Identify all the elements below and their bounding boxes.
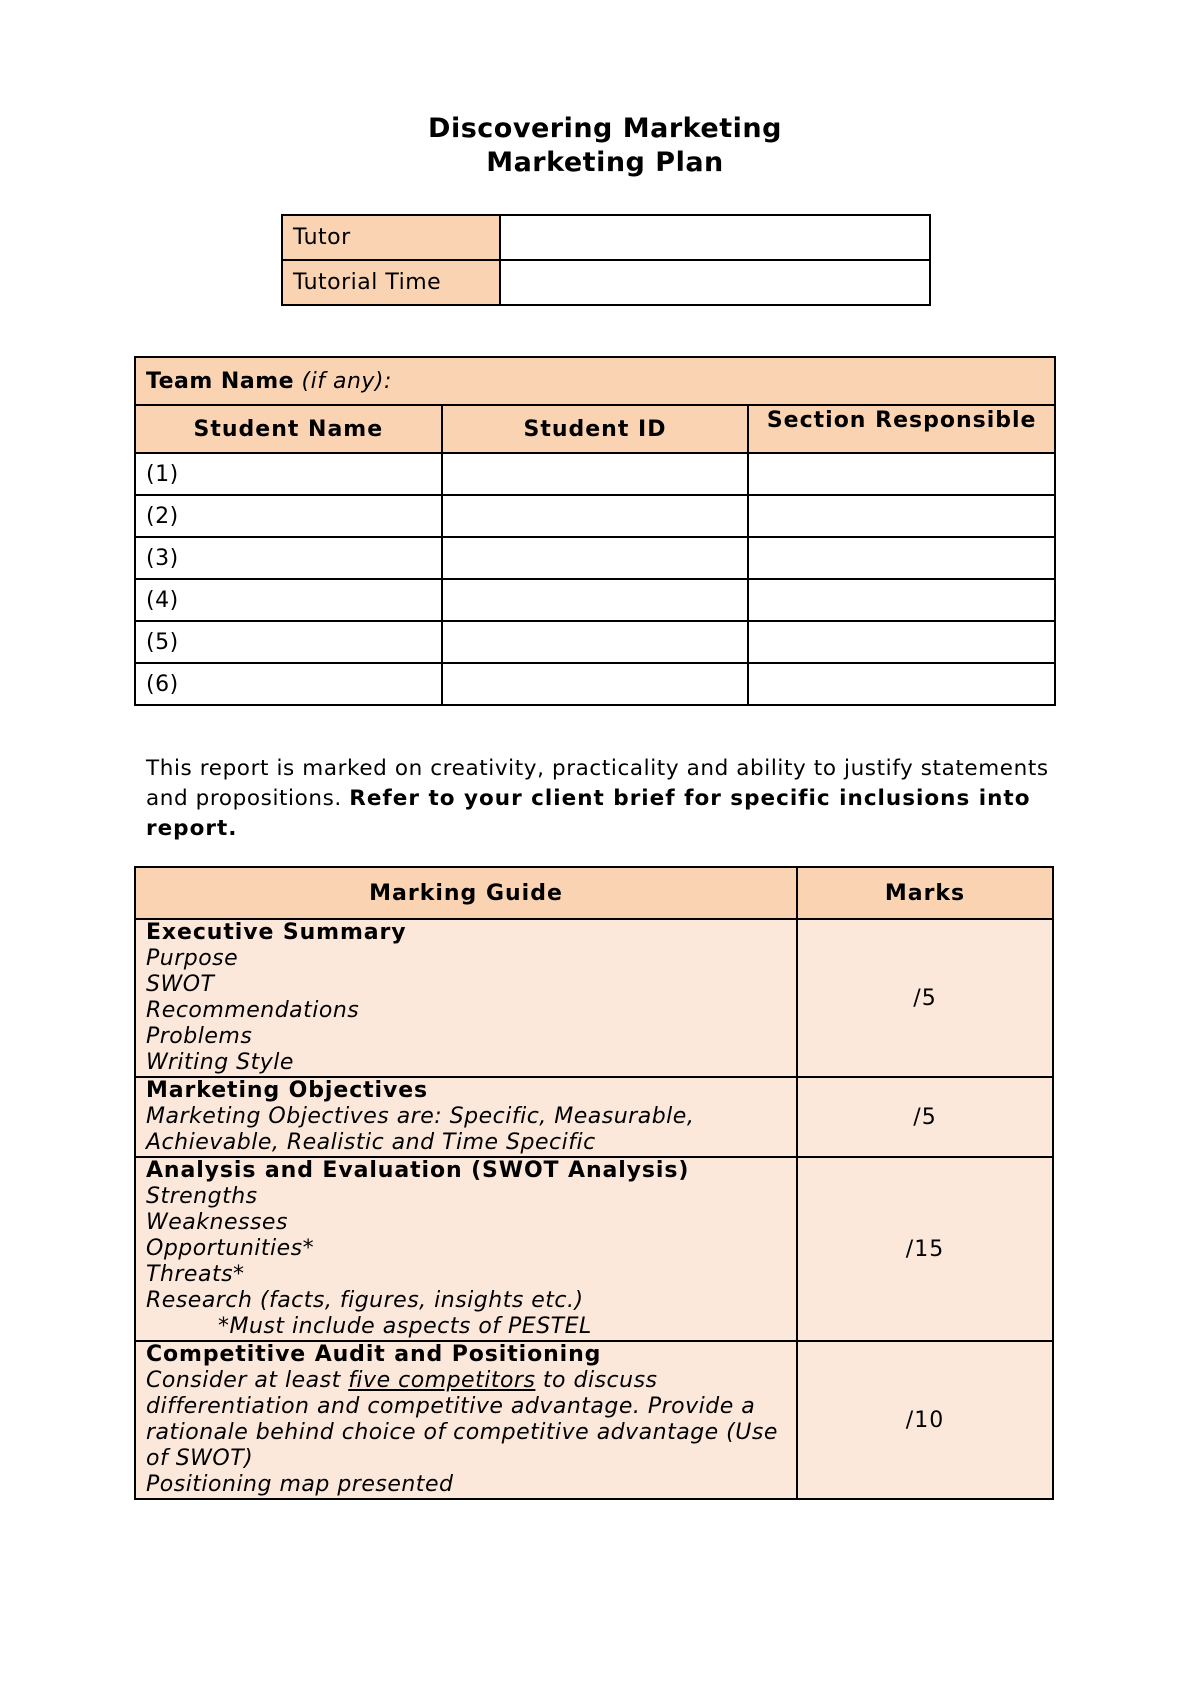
table-row (135, 537, 1055, 579)
student-id-cell[interactable] (442, 537, 749, 579)
intro-text: This report is marked on creativity, practicality and ability to justify statements and propositions. (146, 756, 1049, 811)
tutor-field[interactable] (500, 215, 930, 260)
marking-header-row (135, 867, 1053, 919)
tutorial-time-label: Tutorial Time (282, 260, 500, 305)
criterion-row (135, 1157, 1053, 1341)
section-cell[interactable] (748, 663, 1055, 705)
criterion-row (135, 1077, 1053, 1157)
student-id-cell[interactable] (442, 663, 749, 705)
criterion-line: rationale behind choice of competitive advantage (Use (146, 1420, 778, 1445)
criterion-description (135, 1157, 797, 1341)
intro-paragraph (146, 754, 1056, 844)
student-id-cell[interactable] (442, 621, 749, 663)
criterion-line: Marketing Objectives are: Specific, Measurable, (146, 1104, 695, 1129)
student-id-cell[interactable] (442, 495, 749, 537)
team-name-label: Team Name (146, 368, 295, 394)
header-marking-guide: Marking Guide (135, 867, 797, 919)
criterion-line: Threats* (146, 1262, 245, 1287)
section-cell[interactable] (748, 621, 1055, 663)
criterion-line: of SWOT) (146, 1446, 254, 1471)
criterion-row (135, 919, 1053, 1077)
tutorial-time-row (282, 260, 930, 305)
student-id-cell[interactable] (442, 453, 749, 495)
criterion-marks[interactable]: /5 (797, 1077, 1053, 1157)
table-row (135, 579, 1055, 621)
team-table (134, 356, 1056, 706)
table-row (135, 495, 1055, 537)
title-line-1: Discovering Marketing (428, 113, 782, 144)
criterion-marks[interactable]: /10 (797, 1341, 1053, 1499)
criterion-line: Problems (146, 1024, 253, 1049)
criterion-line: Strengths (146, 1184, 258, 1209)
tutor-label: Tutor (282, 215, 500, 260)
criterion-line: Writing Style (146, 1050, 294, 1075)
criterion-marks[interactable]: /15 (797, 1157, 1053, 1341)
section-cell[interactable] (748, 453, 1055, 495)
tutor-table (281, 214, 931, 306)
criterion-title: Analysis and Evaluation (SWOT Analysis) (146, 1158, 690, 1183)
student-name-cell[interactable]: (5) (135, 621, 442, 663)
team-name-field[interactable] (135, 357, 1055, 405)
team-header-row (135, 405, 1055, 453)
criterion-description (135, 919, 797, 1077)
student-name-cell[interactable]: (2) (135, 495, 442, 537)
tutorial-time-field[interactable] (500, 260, 930, 305)
student-id-cell[interactable] (442, 579, 749, 621)
student-name-cell[interactable]: (4) (135, 579, 442, 621)
tutor-row (282, 215, 930, 260)
team-name-hint: (if any): (301, 368, 392, 394)
student-name-cell[interactable]: (3) (135, 537, 442, 579)
criterion-line (146, 1368, 786, 1394)
criterion-marks[interactable]: /5 (797, 919, 1053, 1077)
criterion-line-post: to discuss (535, 1368, 658, 1393)
table-row (135, 663, 1055, 705)
table-row (135, 453, 1055, 495)
criterion-title: Competitive Audit and Positioning (146, 1342, 602, 1367)
criterion-title: Executive Summary (146, 920, 407, 945)
criterion-line: Recommendations (146, 998, 360, 1023)
criterion-line-pre: Consider at least (146, 1368, 349, 1393)
criterion-line: Weaknesses (146, 1210, 288, 1235)
criterion-description (135, 1341, 797, 1499)
marking-table (134, 866, 1054, 1500)
title-line-2: Marketing Plan (486, 147, 724, 178)
criterion-row (135, 1341, 1053, 1499)
criterion-line: Purpose (146, 946, 239, 971)
criterion-line: differentiation and competitive advantage. Provide a (146, 1394, 756, 1419)
header-section-responsible: Section Responsible (748, 405, 1055, 453)
criterion-line-underline: five competitors (348, 1368, 536, 1393)
header-student-id: Student ID (442, 405, 749, 453)
header-marks: Marks (797, 867, 1053, 919)
criterion-line: *Must include aspects of PESTEL (218, 1314, 592, 1339)
student-name-cell[interactable]: (6) (135, 663, 442, 705)
criterion-line: Research (facts, figures, insights etc.) (146, 1288, 584, 1313)
intro-bold-text: Refer to your client brief for specific inclusions into report. (146, 786, 1031, 841)
section-cell[interactable] (748, 495, 1055, 537)
criterion-title: Marketing Objectives (146, 1078, 429, 1103)
table-row (135, 621, 1055, 663)
section-cell[interactable] (748, 579, 1055, 621)
criterion-line: Achievable, Realistic and Time Specific (146, 1130, 596, 1155)
criterion-line: Positioning map presented (146, 1472, 454, 1497)
page-title (0, 112, 1200, 180)
criterion-line: SWOT (146, 972, 215, 997)
student-name-cell[interactable]: (1) (135, 453, 442, 495)
team-name-row (135, 357, 1055, 405)
section-cell[interactable] (748, 537, 1055, 579)
header-student-name: Student Name (135, 405, 442, 453)
criterion-line: Opportunities* (146, 1236, 315, 1261)
criterion-description (135, 1077, 797, 1157)
